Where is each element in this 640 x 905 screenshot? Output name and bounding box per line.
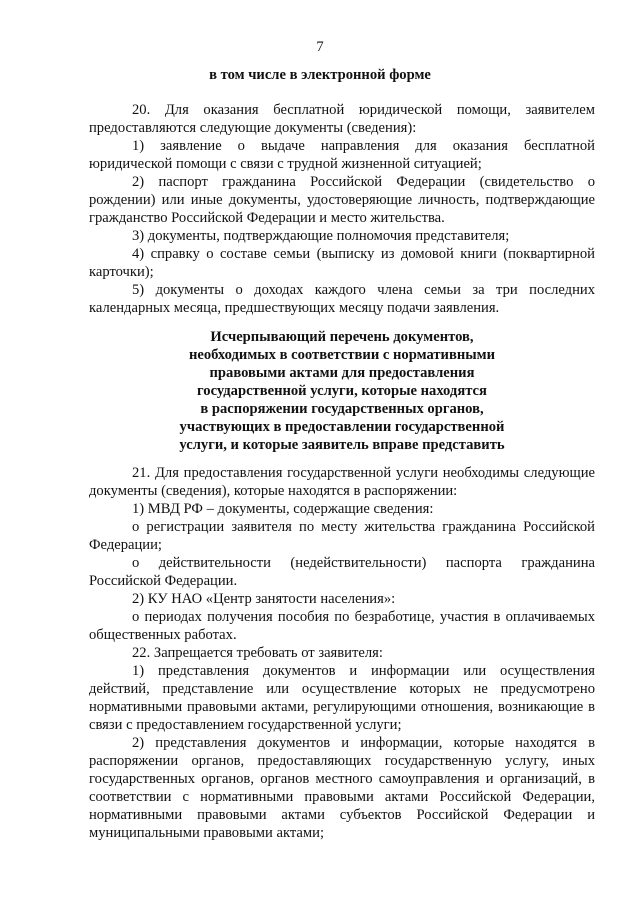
paragraph: о регистрации заявителя по месту жительства гражданина Российской Федерации; <box>89 519 595 553</box>
section-heading-electronic: в том числе в электронной форме <box>209 67 431 83</box>
heading-line: услуги, и которые заявитель вправе представить <box>179 437 505 453</box>
heading-line: правовыми актами для предоставления <box>209 365 475 381</box>
paragraph: 2) представления документов и информации, которые находятся в распоряжении органов, предоставляющих государственную услугу, иных государственных органов, органов местного самоуправления и организаций, в соответствии с нормативными правовыми актами Российской Федерации, нормативными правовыми актами субъектов Российской Федерации и муниципальными правовыми актами; <box>89 735 595 841</box>
heading-line: в распоряжении государственных органов, <box>200 401 484 417</box>
paragraph: 1) МВД РФ – документы, содержащие сведения: <box>132 501 434 517</box>
paragraph: 22. Запрещается требовать от заявителя: <box>132 645 383 661</box>
paragraph: 21. Для предоставления государственной услуги необходимы следующие документы (сведения), которые находятся в распоряжении: <box>89 465 595 499</box>
page-number: 7 <box>316 39 324 55</box>
section-20-body <box>89 101 595 317</box>
paragraph: 1) заявление о выдаче направления для оказания бесплатной юридической помощи с связи с трудной жизненной ситуацией; <box>89 138 595 172</box>
heading-line: государственной услуги, которые находятся <box>197 383 487 399</box>
paragraph: 1) представления документов и информации или осуществления действий, представление или осуществление которых не предусмотрено нормативными правовыми актами, регулирующими отношения, возникающие в связи с предоставлением государственной услуги; <box>89 663 595 733</box>
heading-line: участвующих в предоставлении государственной <box>179 419 505 435</box>
paragraph: 2) КУ НАО «Центр занятости населения»: <box>132 591 396 607</box>
paragraph: 2) паспорт гражданина Российской Федерации (свидетельство о рождении) или иные документы, удостоверяющие личность, подтверждающие гражданство Российской Федерации и место жительства. <box>89 174 595 226</box>
paragraph: 3) документы, подтверждающие полномочия представителя; <box>132 228 510 244</box>
heading-line: Исчерпывающий перечень документов, <box>210 329 474 345</box>
paragraph: 20. Для оказания бесплатной юридической помощи, заявителем предоставляются следующие документы (сведения): <box>89 102 595 136</box>
paragraph: 4) справку о составе семьи (выписку из домовой книги (поквартирной карточки); <box>89 246 595 280</box>
section-heading-document-list <box>89 328 595 454</box>
paragraph: о действительности (недействительности) паспорта гражданина Российской Федерации. <box>89 555 595 589</box>
paragraph: 5) документы о доходах каждого члена семьи за три последних календарных месяца, предшествующих месяцу подачи заявления. <box>89 282 595 316</box>
section-21-22-body <box>89 464 595 842</box>
heading-line: необходимых в соответствии с нормативными <box>189 347 495 363</box>
paragraph: о периодах получения пособия по безработице, участия в оплачиваемых общественных работах. <box>89 609 595 643</box>
